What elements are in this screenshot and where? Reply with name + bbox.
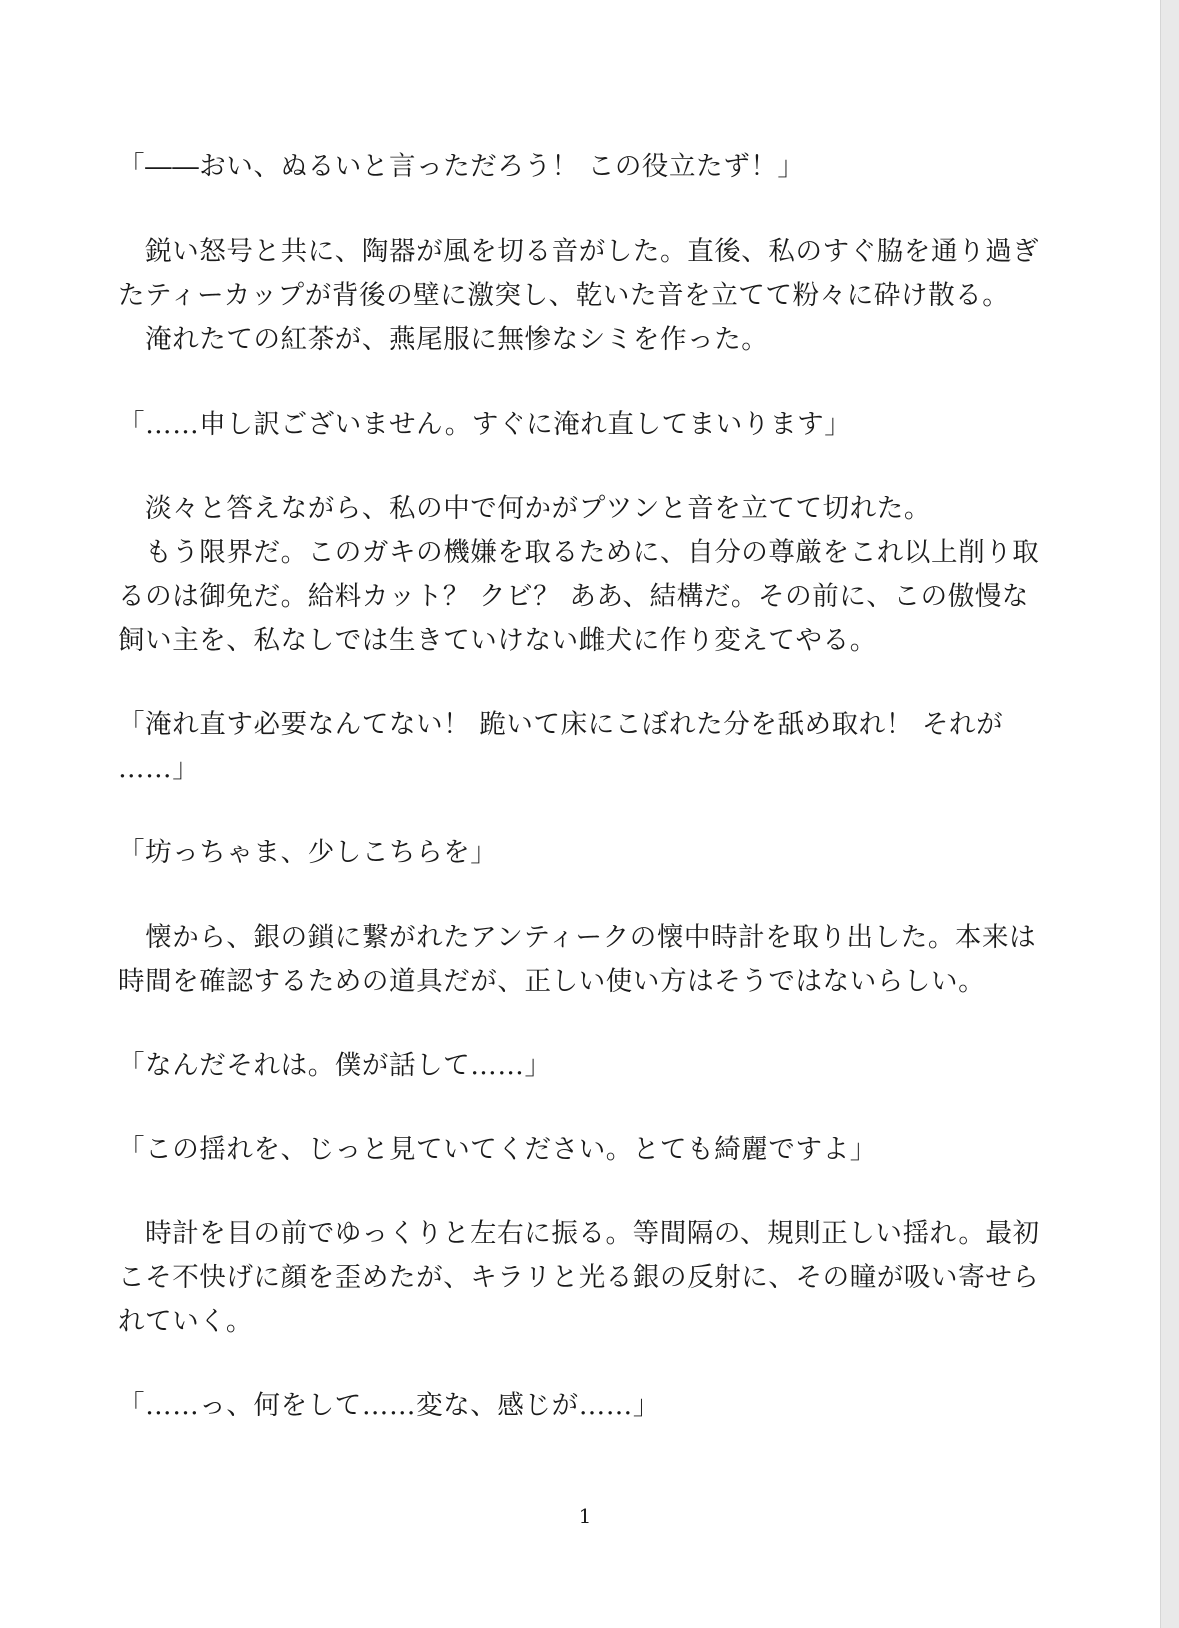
narration-line: 懐から、銀の鎖に繋がれたアンティークの懐中時計を取り出した。本来は: [118, 922, 1037, 953]
dialogue-line: ……」: [118, 753, 200, 784]
dialogue-line: 「……っ、何をして……変な、感じが……」: [118, 1390, 660, 1421]
narration-line: 鋭い怒号と共に、陶器が風を切る音がした。直後、私のすぐ脇を通り過ぎ: [118, 236, 1040, 267]
narration-line: 淹れたての紅茶が、燕尾服に無惨なシミを作った。: [118, 324, 769, 355]
narration-line: もう限界だ。このガキの機嫌を取るために、自分の尊厳をこれ以上削り取: [118, 537, 1040, 568]
dialogue-line: 「この揺れを、じっと見ていてください。とても綺麗ですよ」: [118, 1134, 877, 1165]
narration-line: 飼い主を、私なしでは生きていけない雌犬に作り変えてやる。: [118, 625, 877, 656]
narration-line: 淡々と答えながら、私の中で何かがプツンと音を立てて切れた。: [118, 493, 931, 524]
page-edge: [1160, 0, 1179, 1628]
dialogue-line: 「……申し訳ございません。すぐに淹れ直してまいります」: [118, 409, 852, 440]
narration-line: 時間を確認するための道具だが、正しい使い方はそうではないらしい。: [118, 966, 986, 997]
page-number: 1: [578, 1504, 592, 1528]
narration-line: たティーカップが背後の壁に激突し、乾いた音を立てて粉々に砕け散る。: [118, 280, 1010, 311]
dialogue-line: 「――おい、ぬるいと言っただろう！ この役立たず！」: [118, 151, 805, 182]
dialogue-line: 「坊っちゃま、少しこちらを」: [118, 837, 498, 868]
dialogue-line: 「淹れ直す必要なんてない！ 跪いて床にこぼれた分を舐め取れ！ それが: [118, 709, 1004, 740]
narration-line: るのは御免だ。給料カット？ クビ？ ああ、結構だ。その前に、この傲慢な: [118, 581, 1030, 612]
dialogue-line: 「なんだそれは。僕が話して……」: [118, 1050, 552, 1081]
narration-line: こそ不快げに顔を歪めたが、キラリと光る銀の反射に、その瞳が吸い寄せら: [118, 1262, 1040, 1293]
narration-line: 時計を目の前でゆっくりと左右に振る。等間隔の、規則正しい揺れ。最初: [118, 1218, 1040, 1249]
narration-line: れていく。: [118, 1306, 253, 1337]
